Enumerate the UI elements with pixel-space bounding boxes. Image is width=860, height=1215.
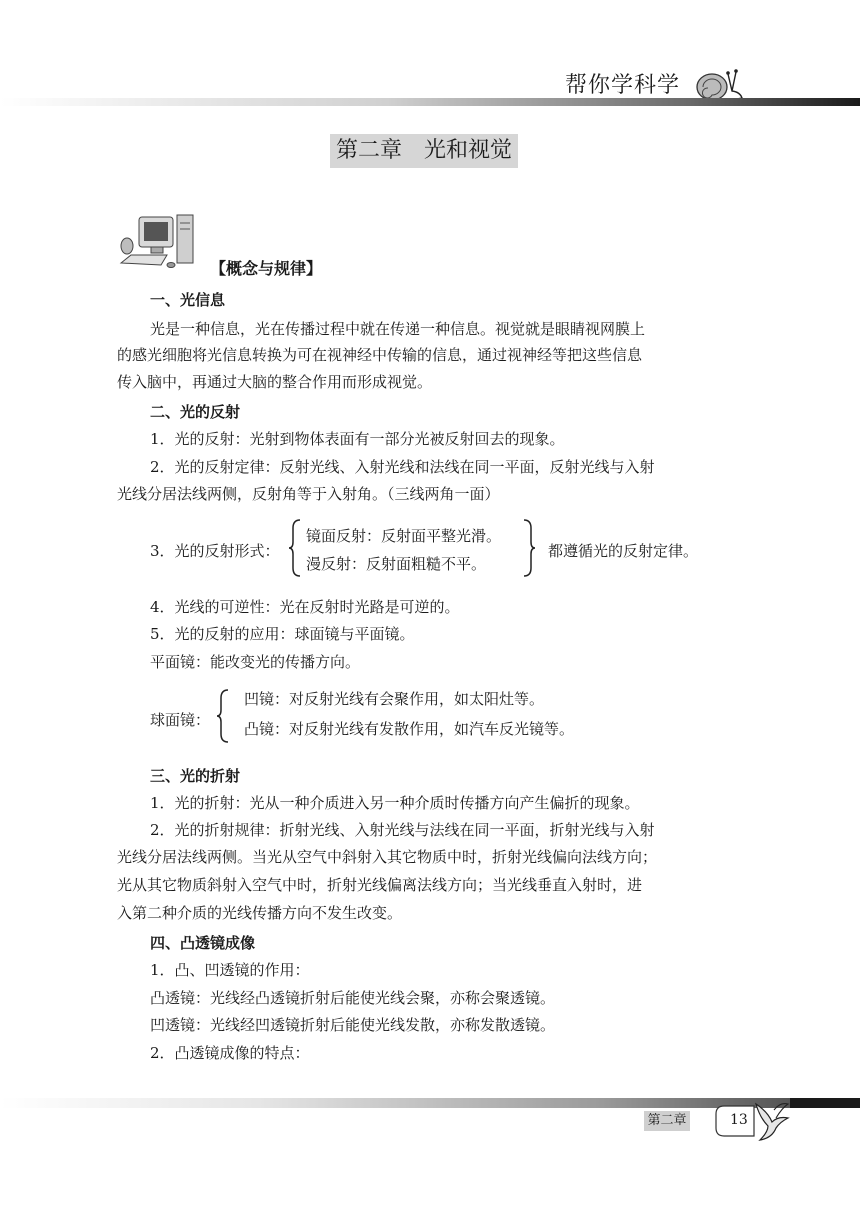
page-number: 13 [730,1112,748,1128]
list-item: 5．光的反射的应用：球面镜与平面镜。 [150,625,415,643]
list-item: 1．凸、凹透镜的作用： [150,961,310,979]
section-heading: 三、光的折射 [150,767,241,785]
paragraph-line: 入第二种介质的光线传播方向不发生改变。 [117,904,403,922]
paragraph-line: 传入脑中，再通过大脑的整合作用而形成视觉。 [117,373,433,391]
section-heading: 二、光的反射 [150,403,241,421]
reflection-forms-label: 3．光的反射形式： [150,542,280,560]
paragraph-line: 的感光细胞将光信息转换为可在视神经中传输的信息，通过视神经等把这些信息 [117,346,643,364]
paragraph-line: 光从其它物质斜射入空气中时，折射光线偏离法线方向；当光线垂直入射时，进 [117,876,643,894]
header-bar [0,98,860,106]
reflection-form-mirror: 镜面反射：反射面平整光滑。 [306,527,502,545]
list-item: 4．光线的可逆性：光在反射时光路是可逆的。 [150,598,460,616]
paragraph-line: 凸透镜：光线经凸透镜折射后能使光线会聚，亦称会聚透镜。 [150,989,556,1007]
paragraph-line: 光是一种信息，光在传播过程中就在传递一种信息。视觉就是眼睛视网膜上 [150,320,646,338]
list-item: 2．凸透镜成像的特点： [150,1044,310,1062]
list-item: 2．光的反射定律：反射光线、入射光线和法线在同一平面，反射光线与入射 [150,458,655,476]
list-item: 2．光的折射规律：折射光线、入射光线与法线在同一平面，折射光线与入射 [150,821,655,839]
section-heading: 四、凸透镜成像 [150,934,256,952]
reflection-form-diffuse: 漫反射：反射面粗糙不平。 [306,555,487,573]
right-brace-icon [522,518,536,578]
computer-icon [117,213,207,271]
paragraph-line: 光线分居法线两侧，反射角等于入射角。（三线两角一面） [117,485,500,503]
chapter-title: 第二章 光和视觉 [330,134,518,168]
list-item: 1．光的反射：光射到物体表面有一部分光被反射回去的现象。 [150,430,565,448]
section-label: 【概念与规律】 [210,259,323,278]
left-brace-icon [288,518,302,578]
convex-mirror: 凸镜：对反射光线有发散作用，如汽车反光镜等。 [244,720,575,738]
concave-mirror: 凹镜：对反射光线有会聚作用，如太阳灶等。 [244,690,545,708]
footer-chapter-label: 第二章 [644,1111,690,1131]
paragraph-line: 光线分居法线两侧。当光从空气中斜射入其它物质中时，折射光线偏向法线方向； [117,848,658,866]
footer-bar-end [790,1098,860,1108]
sphere-mirror-label: 球面镜： [150,711,211,729]
bird-icon [752,1098,792,1142]
paragraph-line: 平面镜：能改变光的传播方向。 [150,653,361,671]
header-title: 帮你学科学 [565,73,681,98]
section-heading: 一、光信息 [150,291,226,309]
left-brace-icon [216,688,230,744]
paragraph-line: 凹透镜：光线经凹透镜折射后能使光线发散，亦称发散透镜。 [150,1016,556,1034]
list-item: 1．光的折射：光从一种介质进入另一种介质时传播方向产生偏折的现象。 [150,794,640,812]
reflection-forms-note: 都遵循光的反射定律。 [548,542,699,560]
